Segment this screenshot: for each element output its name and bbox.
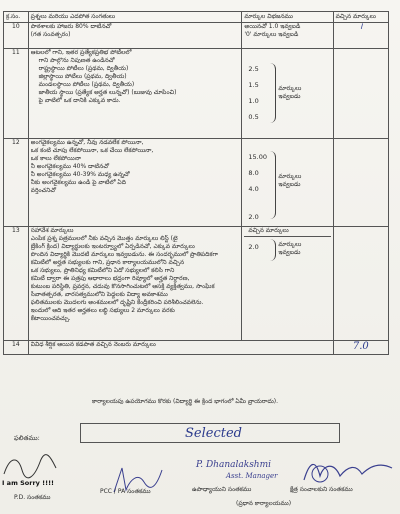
evaluation-table <box>3 11 389 355</box>
result-value: Selected <box>185 426 242 441</box>
brace <box>270 239 276 261</box>
mark-value: 2.5 <box>248 65 259 73</box>
table-row <box>4 139 389 227</box>
criteria-line: వివిధ శీర్షిక ఆయిన కడపాత వచ్చిన నెంబరు మార్కులు <box>30 341 156 348</box>
brace <box>270 151 276 219</box>
table-row <box>4 227 389 341</box>
row-criteria <box>28 139 242 227</box>
criteria-line: మండలస్థాయి పోటీలు (ప్రథమ, ద్వితీయ) <box>38 81 135 88</box>
signatory-name: P. Dhanalakshmi <box>196 460 272 470</box>
criteria-line: సహావేశ మార్కులు <box>30 227 74 234</box>
criteria-line: ఒక కంటి చూపు లేకపోయినా, ఒక చేయి లేకపోయినా, <box>30 147 154 154</box>
marks-label: మార్కులు <box>278 85 302 92</box>
header-criteria: ప్రశ్నలు మరియు ఎదపోత సంగతులు <box>28 12 242 23</box>
left-signature-scribble <box>0 452 60 482</box>
result-box <box>80 423 340 443</box>
mark-value: 8.0 <box>248 169 259 177</box>
mark-value: 2.0 <box>248 213 259 221</box>
row-criteria <box>28 49 242 139</box>
marks-subheader: వచ్చిన మార్కులు <box>248 227 289 234</box>
marks-label: మార్కులు <box>278 241 302 248</box>
marks-label: ఇవ్వబడు <box>278 249 301 256</box>
row-criteria <box>28 341 333 355</box>
divider <box>244 236 330 237</box>
row-sno: 14 <box>4 341 29 355</box>
row-sno: 13 <box>4 227 29 341</box>
criteria-line: సేవాతత్పరత, వారసత్వములోని పెద్దలకు విద్యా అవకాశము <box>30 291 168 298</box>
criteria-line: కమిటీలో అర్హత సభ్యులకు గాని, ప్రధాన కార్యాలయములోని వచ్చిన <box>30 259 185 266</box>
signatory-designation: Asst. Manager <box>226 472 278 480</box>
marks-label: ఇవ్వబడు <box>278 181 301 188</box>
row-criteria <box>28 227 242 341</box>
criteria-line: రాష్ట్రస్థాయి పోటీలు (ప్రథమ, ద్వితీయ) <box>38 65 129 72</box>
criteria-line: వర్తించనిచో <box>30 187 57 194</box>
criteria-line: ఒక కాలు లేకపోయినా <box>30 155 81 162</box>
criteria-line: ఇందులో ఆది ఇతర అర్హతలు లబ్ధి సభ్యులు 2 మార్కులు వరకు <box>30 307 175 314</box>
header-marks-given: వచ్చిన మార్కులు <box>333 12 388 23</box>
row-marks-given <box>333 341 388 355</box>
row-marks-rule <box>242 23 333 49</box>
criteria-line: జిల్లాస్థాయి పోటీలు (ప్రథమ, ద్వితీయ) <box>38 73 127 80</box>
row-marks-rule <box>242 227 333 341</box>
criteria-line: ఒక సభ్యులు, ప్రాతినిధ్య కమిటీలోని ఏదో సభ్యులలో కలిసి గాని <box>30 267 175 274</box>
mark-value: 0.5 <box>248 113 259 121</box>
brace <box>270 63 276 123</box>
table-row <box>4 49 389 139</box>
mark-value: 1.5 <box>248 81 259 89</box>
criteria-line: జాతీయ స్థాయి (ప్రత్యేక అర్హత లున్నచో) (బుజువు చూపించి) <box>38 89 177 96</box>
criteria-line: బ్రేకింగ్ క్రింద) విద్యార్థులకు ఇంటర్వ్యూలో ఏర్పడినచో, ఎక్కువ మార్కులు <box>30 243 195 250</box>
criteria-line: పొందిన విద్యార్థికి మొదటి మార్కులు ఇవ్వబడును. ఈ సందర్భములో ప్రాతిపదికగా <box>30 251 219 258</box>
mark-value: 4.0 <box>248 185 259 193</box>
row-sno: 11 <box>4 49 29 139</box>
header-sno: క్ర.సం. <box>4 12 29 23</box>
marks-line: అయినచో 1.0 ఇవ్వబడి <box>244 23 301 30</box>
mark-value: 1.0 <box>248 97 259 105</box>
criteria-line: పాఠశాలకు హాజరు 80% దాటినచో <box>30 23 112 30</box>
total-mark: 7.0 <box>352 341 369 352</box>
given-mark: । <box>359 22 363 32</box>
criteria-line: కమిటీ ద్వారా ఈ పత్రపు ఆధారాలు భద్రంగా రివ్యూలో అర్హత నిర్ధారణ, <box>30 275 190 282</box>
row-marks-rule <box>242 139 333 227</box>
criteria-line: పై వాటిలో ఒక దానికి ఎక్కువ కాదు. <box>38 97 121 104</box>
marks-label: మార్కులు <box>278 173 302 180</box>
row-criteria <box>28 23 242 49</box>
office-use-note: కార్యాలయపు ఉపయోగము కొరకు (విద్యార్థి ఈ క్రింద భాగంలో ఏమీ వ్రాయరాదు). <box>92 398 279 405</box>
criteria-line: ఫలితములకు మొదలగు అంశములలో దృష్టిని కేంద్రీకరించి పరిశీలించవలెను. <box>30 299 204 306</box>
head-office-label: (ప్రధాన కార్యాలయము) <box>236 500 292 507</box>
row-marks-given <box>333 139 388 227</box>
table-row <box>4 341 389 355</box>
header-marks-rule: మార్కుల విభజనము <box>242 12 333 23</box>
mark-value: 2.0 <box>248 243 259 251</box>
handwritten-note: I am Sorry !!!! <box>2 479 55 487</box>
pcc-signature-label: PCC / PA సంతకము <box>100 488 151 495</box>
criteria-line: నీకు అంగవైకల్యము ఉండి పై వాటిలో ఏది <box>30 179 126 186</box>
criteria-line: కేటాయించవచ్చు. <box>30 315 71 322</box>
table-row <box>4 23 389 49</box>
criteria-line: నీ అంగవైకల్యము 40% దాటినచో <box>30 163 109 170</box>
result-label: ఫలితము: <box>14 434 40 442</box>
criteria-line: అంగవైకల్యము ఉన్నచో, నీవు నడవలేక పోయినా, <box>30 139 144 146</box>
mark-value: 15.00 <box>248 153 268 161</box>
criteria-line: నీ అంగవైకల్యము 40-39% మధ్య ఉన్నచో <box>30 171 130 178</box>
marks-label: ఇవ్వబడు <box>278 93 301 100</box>
criteria-line: (గత సంవత్సరం) <box>30 31 71 38</box>
row-sno: 10 <box>4 23 29 49</box>
criteria-line: కుటుంబ పరిస్థితి, ప్రవర్తన, చదువు కొనసాగించుటలో ఆసక్తి వ్యక్తిత్వము, సాంఘిక <box>30 283 215 290</box>
criteria-line: గాని పాల్గొను నిపుణత ఉండినచో <box>38 57 115 64</box>
teacher-signature-label: ఉపాధ్యాయుని సంతకము <box>192 486 252 493</box>
table-header-row <box>4 12 389 23</box>
pd-signature-label: P.D. సంతకము <box>14 494 51 501</box>
director-signature-label: క్షేత్ర సంచాలకుని సంతకము <box>290 486 353 493</box>
row-marks-rule <box>242 49 333 139</box>
row-marks-given <box>333 23 388 49</box>
row-sno: 12 <box>4 139 29 227</box>
marks-line: '0' మార్కులు ఇవ్వబడి <box>244 31 299 38</box>
criteria-line: ఆటలలో గాని, ఇతర ప్రత్యేకప్రతిభ పోటీలలో <box>30 49 132 56</box>
criteria-line: ఎంపిక ప్రశ్న పత్రములలో నీకు వచ్చిన మొత్తం మార్కులు లిస్ట్ (టై <box>30 235 178 242</box>
row-marks-given <box>333 49 388 139</box>
right-signature-scribble <box>300 454 396 488</box>
row-marks-given <box>333 227 388 341</box>
